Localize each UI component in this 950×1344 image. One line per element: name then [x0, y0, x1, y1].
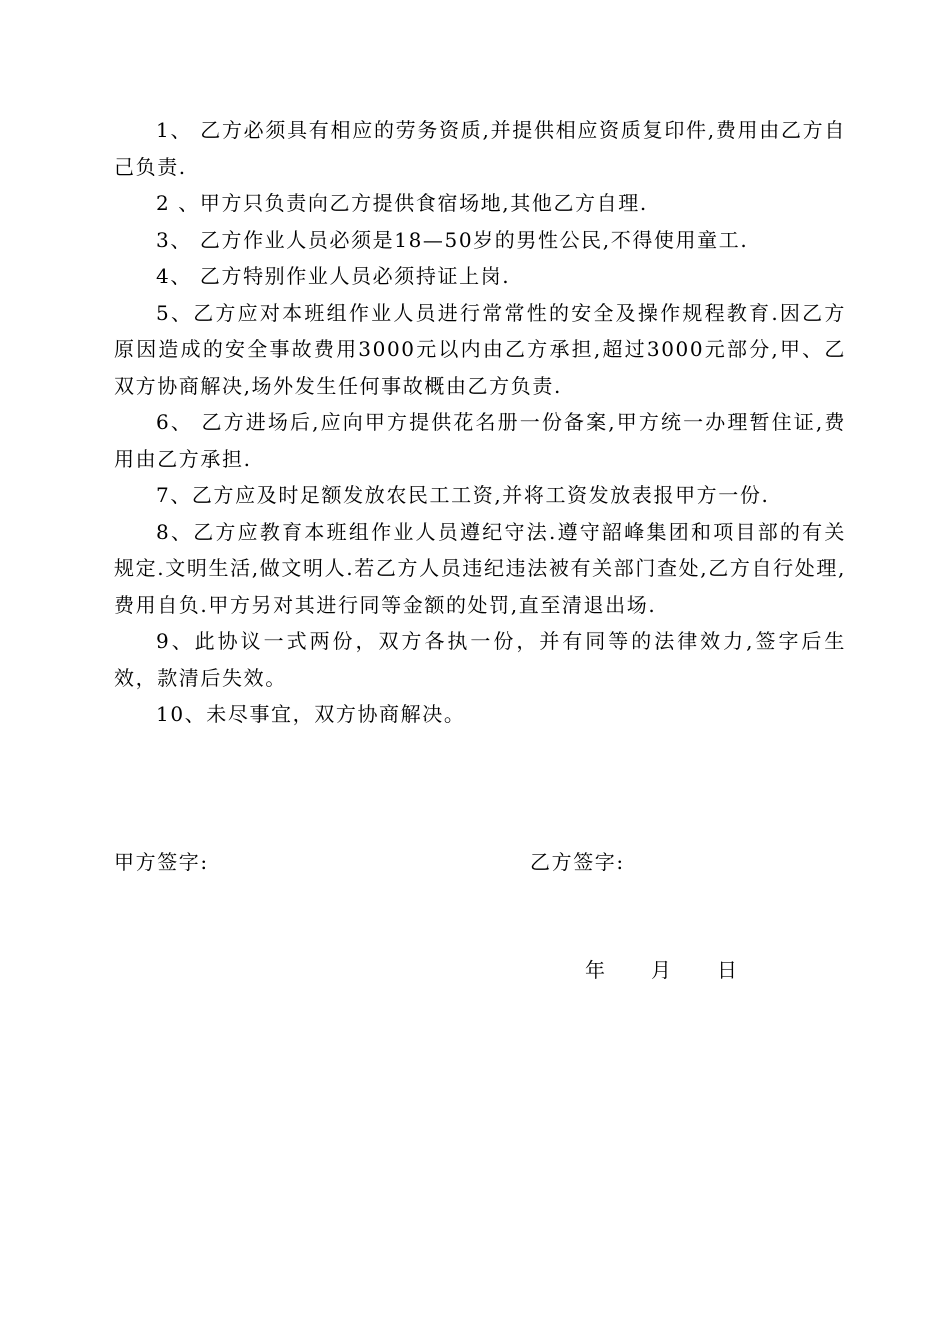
- clause-7: 7、乙方应及时足额发放农民工工资,并将工资发放表报甲方一份.: [156, 483, 770, 507]
- party-b-signature-label: 乙方签字:: [530, 850, 625, 874]
- clause-4: 4、 乙方特别作业人员必须持证上岗.: [156, 264, 511, 288]
- clause-list: [114, 112, 846, 733]
- date-day-label: 日: [717, 958, 737, 982]
- date-line: [585, 952, 737, 988]
- date-year-label: 年: [585, 958, 605, 982]
- date-month-label: 月: [651, 958, 671, 982]
- clause-6: 6、 乙方进场后,应向甲方提供花名册一份备案,甲方统一办理暂住证,费用由乙方承担.: [114, 410, 846, 471]
- clause-9: 9、此协议一式两份，双方各执一份，并有同等的法律效力,签字后生效，款清后失效。: [114, 629, 846, 690]
- clause-10: 10、未尽事宜，双方协商解决。: [156, 702, 466, 726]
- clause-8: 8、乙方应教育本班组作业人员遵纪守法.遵守韶峰集团和项目部的有关规定.文明生活,做文明人.若乙方人员违纪违法被有关部门查处,乙方自行处理,费用自负.甲方另对其进行同等金额的处罚,直至清退出场.: [114, 519, 846, 617]
- clause-5: 5、乙方应对本班组作业人员进行常常性的安全及操作规程教育.因乙方原因造成的安全事故费用3000元以内由乙方承担,超过3000元部分,甲、乙双方协商解决,场外发生任何事故概由乙方负责.: [114, 300, 846, 398]
- clause-1: 1、 乙方必须具有相应的劳务资质,并提供相应资质复印件,费用由乙方自己负责.: [114, 118, 846, 179]
- party-a-signature-label: 甲方签字:: [114, 850, 209, 874]
- clause-2: 2 、甲方只负责向乙方提供食宿场地,其他乙方自理.: [156, 191, 648, 215]
- clause-3: 3、 乙方作业人员必须是18—50岁的男性公民,不得使用童工.: [156, 227, 749, 252]
